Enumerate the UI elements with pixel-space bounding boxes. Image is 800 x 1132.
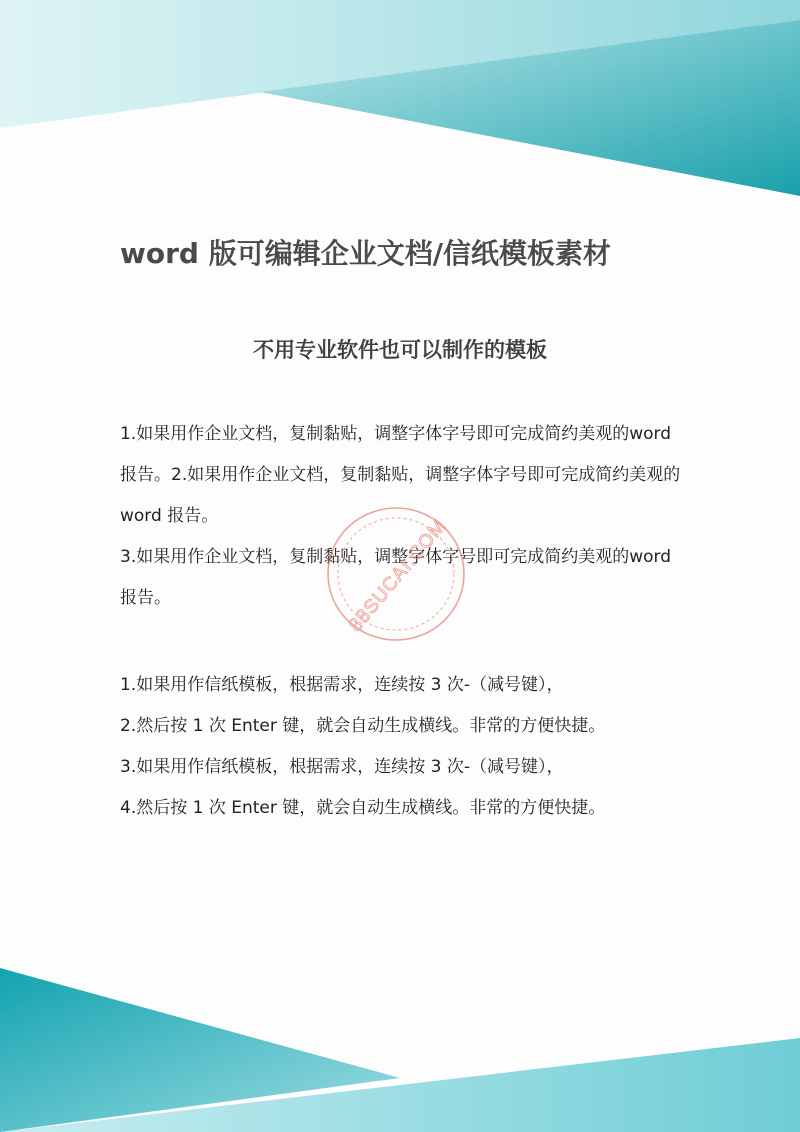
- instruction-line: 3.如果用作信纸模板，根据需求，连续按 3 次-（减号键），: [120, 757, 564, 777]
- instruction-line: 2.然后按 1 次 Enter 键，就会自动生成横线。非常的方便快捷。: [120, 716, 606, 736]
- stamp-icon: [320, 498, 472, 650]
- instruction-line: 4.然后按 1 次 Enter 键，就会自动生成横线。非常的方便快捷。: [120, 798, 606, 818]
- page-title: word 版可编辑企业文档/信纸模板素材: [120, 237, 611, 270]
- page-subtitle: 不用专业软件也可以制作的模板: [253, 338, 547, 362]
- paragraph: 3.如果用作企业文档，复制黏贴，调整字体字号即可完成简约美观的word 报告。: [120, 547, 672, 608]
- paragraph: 1.如果用作企业文档，复制黏贴，调整字体字号即可完成简约美观的word 报告。2.如果用作企业文档，复制黏贴，调整字体字号即可完成简约美观的 word 报告。: [120, 424, 681, 526]
- letterhead-section: [120, 665, 690, 829]
- instruction-line: 1.如果用作信纸模板，根据需求，连续按 3 次-（减号键），: [120, 675, 564, 695]
- watermark-text: 88SUCAI.COM: [344, 515, 451, 636]
